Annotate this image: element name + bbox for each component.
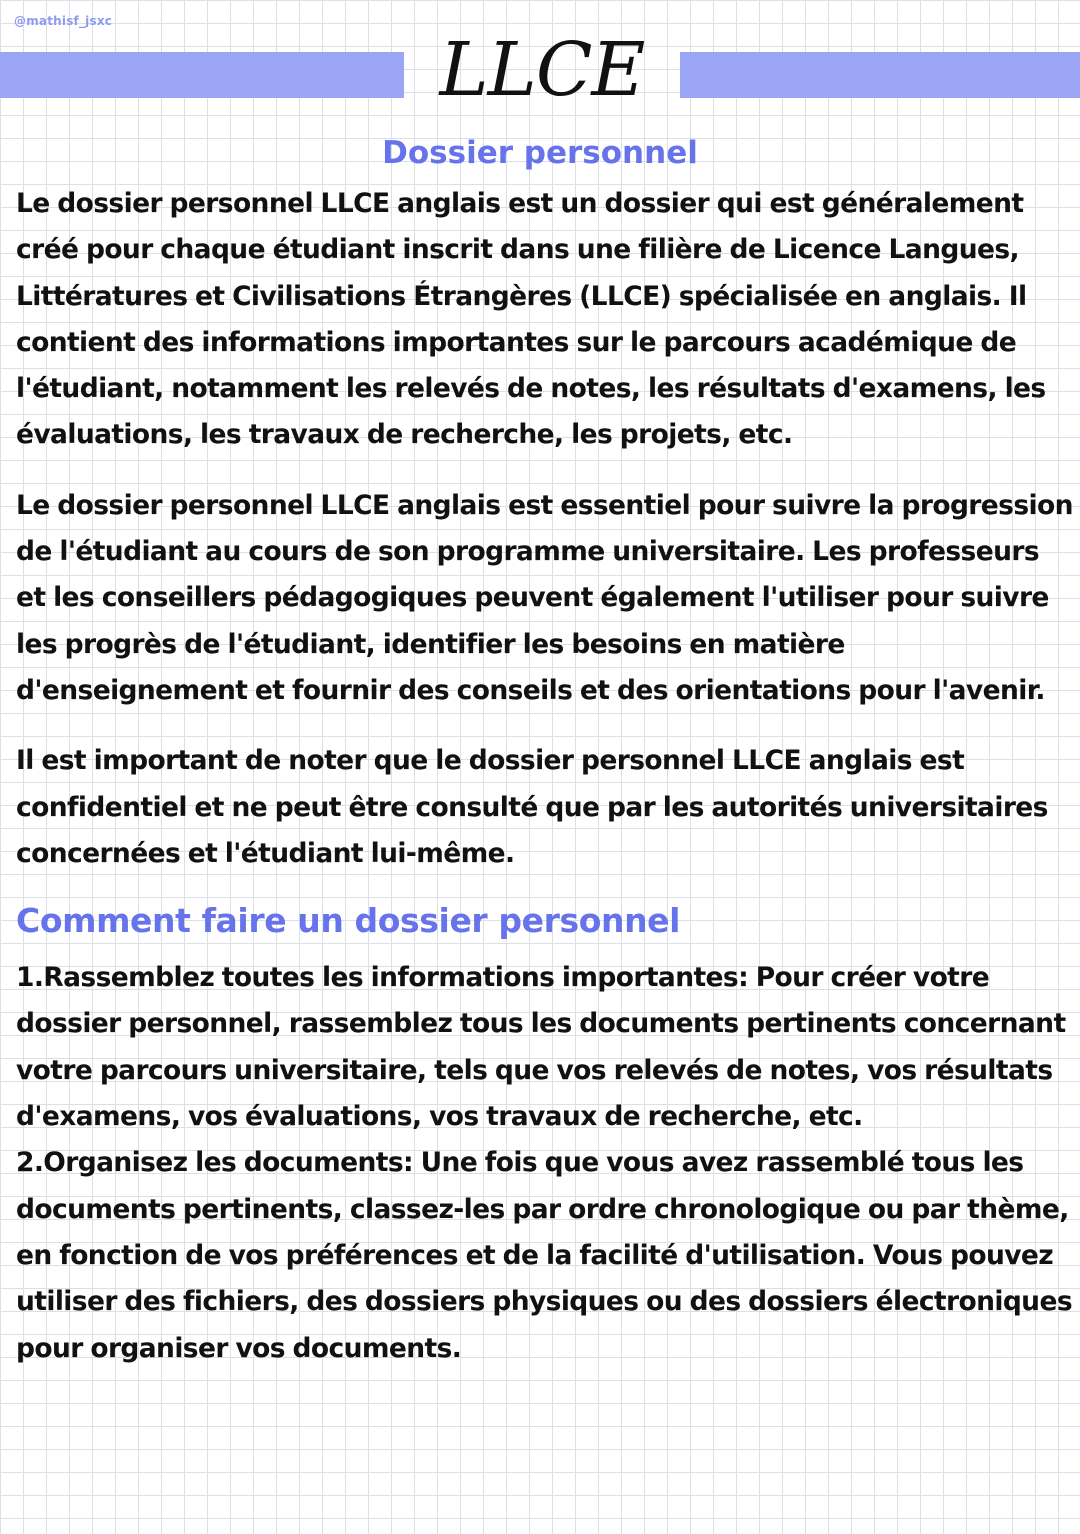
page-subtitle: Dossier personnel xyxy=(382,135,698,171)
title-band-left xyxy=(0,52,404,98)
confidentiality-paragraph: Il est important de noter que le dossier personnel LLCE anglais est confidentiel et ne peut être consulté que par les autorités universitaires concernées et l'étudiant lui-même. xyxy=(16,745,1048,869)
section-heading: Comment faire un dossier personnel xyxy=(16,901,681,941)
purpose-paragraph: Le dossier personnel LLCE anglais est essentiel pour suivre la progression de l'étudiant au cours de son programme universitaire. Les professeurs et les conseillers pédagogiques peuvent également l'utiliser pour suivre les progrès de l'étudiant, identifier les besoins en matière d'enseignement et fournir des conseils et des orientations pour l'avenir. xyxy=(16,489,1073,706)
author-watermark: @mathisf_jsxc xyxy=(14,14,113,28)
intro-paragraph: Le dossier personnel LLCE anglais est un dossier qui est généralement créé pour chaque étudiant inscrit dans une filière de Licence Langues, Littératures et Civilisations Étrangères (LLCE) spécialisée en anglais. Il contient des informations importantes sur le parcours académique de l'étudiant, notamment les relevés de notes, les résultats d'examens, les évaluations, les travaux de recherche, les projets, etc. xyxy=(16,188,1046,451)
step-item-gather: 1.Rassemblez toutes les informations importantes: Pour créer votre dossier personnel, rassemblez tous les documents pertinents concernant votre parcours universitaire, tels que vos relevés de notes, vos résultats d'examens, vos évaluations, vos travaux de recherche, etc. xyxy=(16,962,1066,1133)
document-body xyxy=(16,181,1076,1372)
steps-list xyxy=(16,955,1076,1372)
title-band-right xyxy=(680,52,1080,98)
step-item-organize: 2.Organisez les documents: Une fois que vous avez rassemblé tous les documents pertinents, classez-les par ordre chronologique ou par thème, en fonction de vos préférences et de la facilité d'utilisation. Vous pouvez utiliser des fichiers, des dossiers physiques ou des dossiers électroniques pour organiser vos documents. xyxy=(16,1147,1072,1364)
page-title: LLCE xyxy=(439,27,645,113)
